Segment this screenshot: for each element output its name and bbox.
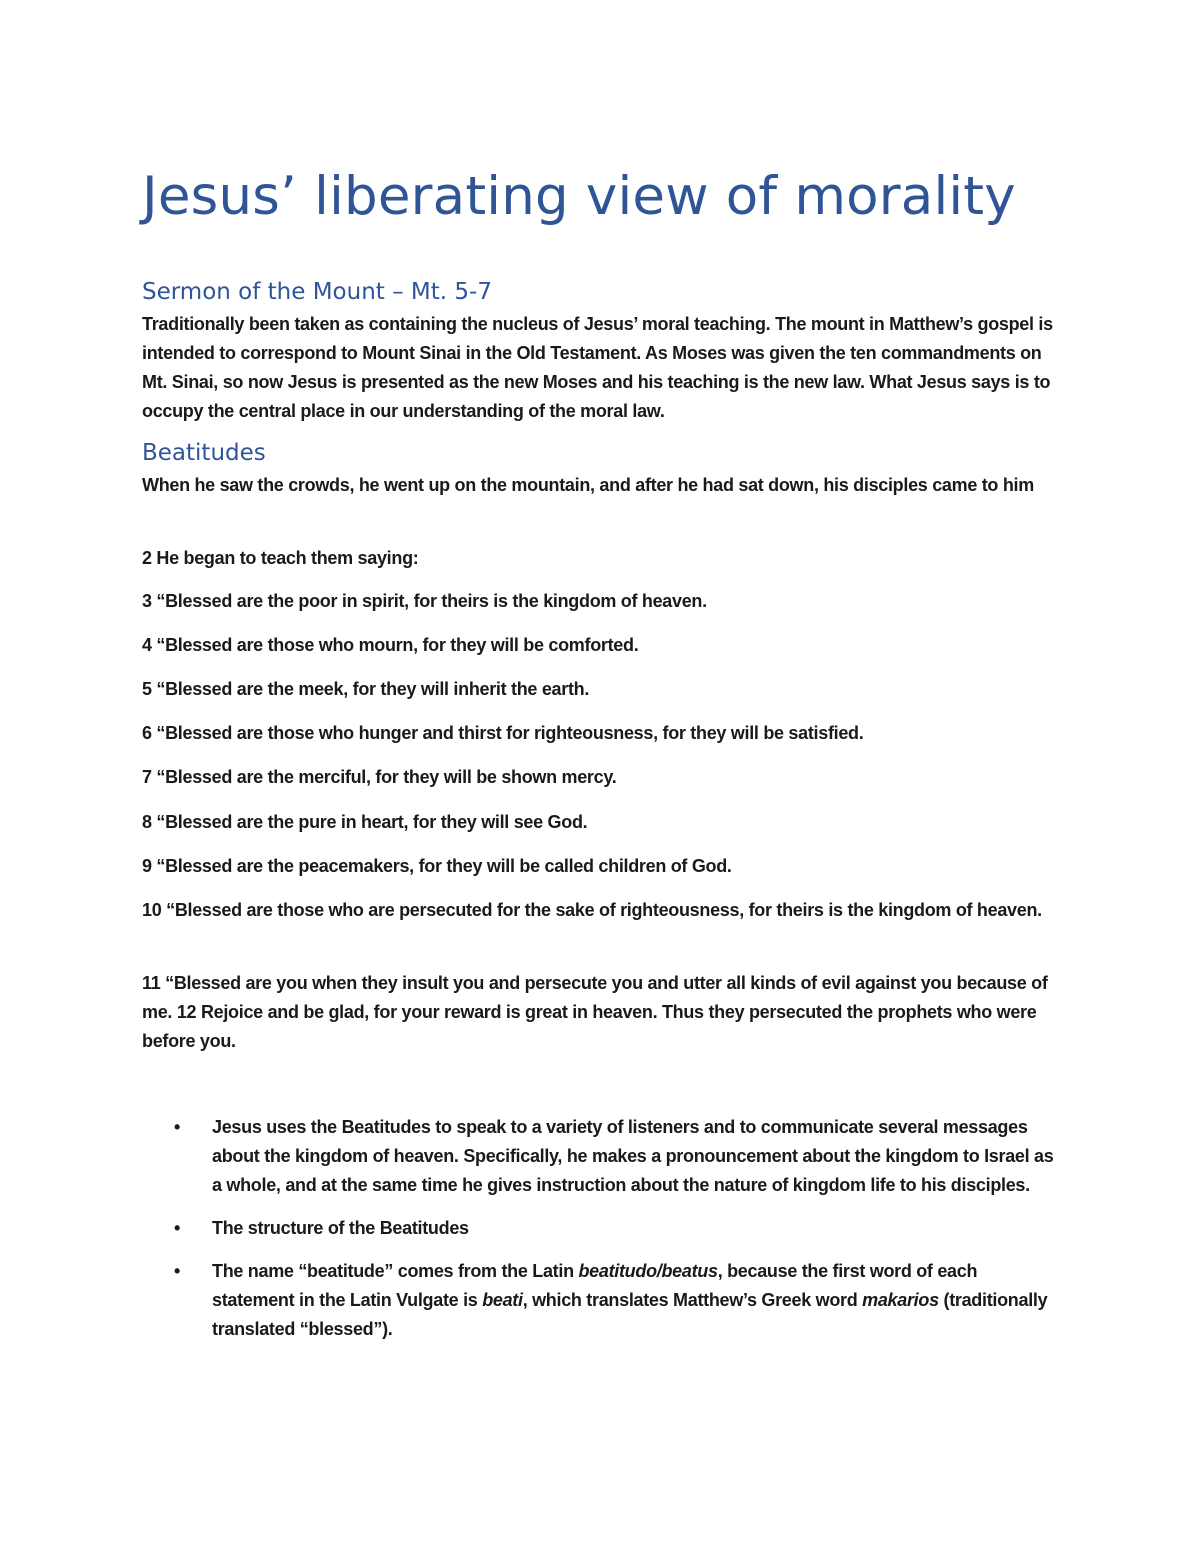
verse-5: 5 “Blessed are the meek, for they will inherit the earth.: [142, 679, 590, 699]
bullet-item: [142, 1214, 1057, 1243]
section-heading-sermon: Sermon of the Mount – Mt. 5-7: [142, 279, 492, 305]
bullet-text-part: , because the first word of each statement in the Latin Vulgate is: [212, 1261, 978, 1310]
verse-2: 2 He began to teach them saying:: [142, 548, 419, 568]
verse-10: 10 “Blessed are those who are persecuted for the sake of righteousness, for theirs is the kingdom of heaven.: [142, 900, 1042, 920]
bullet-item: [142, 1257, 1057, 1344]
section-heading-beatitudes: Beatitudes: [142, 440, 266, 466]
bullet-text: The structure of the Beatitudes: [212, 1218, 469, 1238]
bullet-icon: •: [174, 1218, 181, 1238]
verse-3: 3 “Blessed are the poor in spirit, for theirs is the kingdom of heaven.: [142, 591, 707, 611]
sermon-paragraph: Traditionally been taken as containing the nucleus of Jesus’ moral teaching. The mount in Matthew’s gospel is intended to correspond to Mount Sinai in the Old Testament. As Moses was given the ten commandments on Mt. Sinai, so now Jesus is presented as the new Moses and his teaching is the new law. What Jesus says is to occupy the central place in our understanding of the moral law.: [142, 314, 1053, 421]
bullet-icon: •: [174, 1261, 181, 1281]
bullet-text: Jesus uses the Beatitudes to speak to a variety of listeners and to communicate several messages about the kingdom of heaven. Specifically, he makes a pronouncement about the kingdom to Israel as a whole, and at the same time he gives instruction about the nature of kingdom life to his disciples.: [212, 1117, 1054, 1195]
bullet-icon: •: [174, 1117, 181, 1137]
verse-4: 4 “Blessed are those who mourn, for they will be comforted.: [142, 635, 639, 655]
latin-term: beati: [482, 1290, 523, 1310]
verse-8: 8 “Blessed are the pure in heart, for they will see God.: [142, 812, 588, 832]
document-title: Jesus’ liberating view of morality: [142, 166, 1016, 227]
bullet-text-part: (traditionally translated “blessed”).: [212, 1290, 1048, 1339]
greek-term: makarios: [862, 1290, 939, 1310]
verse-11-12: 11 “Blessed are you when they insult you and persecute you and utter all kinds of evil against you because of me. 12 Rejoice and be glad, for your reward is great in heaven. Thus they persecuted the prophets who were before you.: [142, 973, 1048, 1051]
latin-term: beatitudo/beatus: [578, 1261, 718, 1281]
verse-7: 7 “Blessed are the merciful, for they will be shown mercy.: [142, 767, 617, 787]
bullet-item: [142, 1113, 1057, 1200]
verse-1: When he saw the crowds, he went up on the mountain, and after he had sat down, his disciples came to him: [142, 475, 1034, 495]
bullet-list: [142, 1113, 1057, 1358]
verse-9: 9 “Blessed are the peacemakers, for they will be called children of God.: [142, 856, 732, 876]
verse-6: 6 “Blessed are those who hunger and thirst for righteousness, for they will be satisfied.: [142, 723, 864, 743]
bullet-text-part: , which translates Matthew’s Greek word: [522, 1290, 863, 1310]
bullet-text-part: The name “beatitude” comes from the Latin: [212, 1261, 579, 1281]
